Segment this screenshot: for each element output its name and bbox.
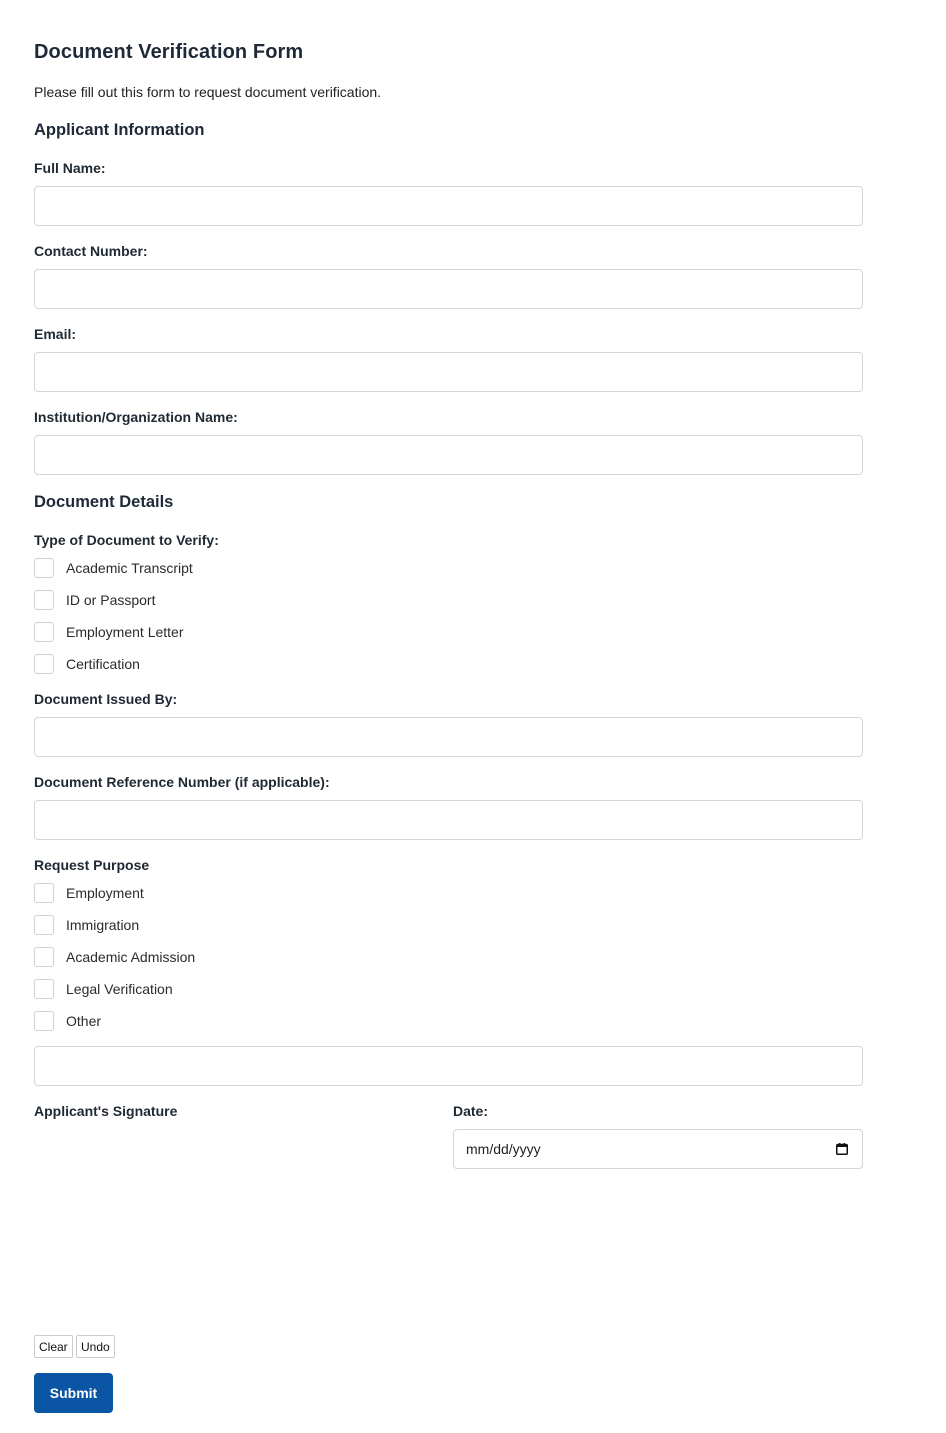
- email-input[interactable]: [34, 352, 863, 392]
- issued-by-label: Document Issued By:: [34, 691, 178, 707]
- academic-transcript-checkbox[interactable]: [34, 558, 54, 578]
- purpose-option: [34, 882, 144, 904]
- contact-number-label: Contact Number:: [34, 243, 148, 259]
- purpose-option: [34, 914, 139, 936]
- applicant-section-heading: Applicant Information: [34, 121, 205, 139]
- certification-checkbox[interactable]: [34, 654, 54, 674]
- employment-checkbox[interactable]: [34, 883, 54, 903]
- full-name-label: Full Name:: [34, 160, 106, 176]
- id-passport-label: ID or Passport: [66, 592, 156, 608]
- purpose-option: [34, 978, 173, 1000]
- other-purpose-input[interactable]: [34, 1046, 863, 1086]
- id-passport-checkbox[interactable]: [34, 590, 54, 610]
- date-input[interactable]: [453, 1129, 863, 1169]
- academic-admission-label: Academic Admission: [66, 949, 196, 965]
- legal-verification-label: Legal Verification: [66, 981, 173, 997]
- purpose-option: [34, 946, 195, 968]
- other-label: Other: [66, 1013, 102, 1029]
- document-type-label: Type of Document to Verify:: [34, 532, 219, 548]
- signature-label: Applicant's Signature: [34, 1103, 178, 1119]
- contact-number-input[interactable]: [34, 269, 863, 309]
- institution-input[interactable]: [34, 435, 863, 475]
- immigration-label: Immigration: [66, 917, 140, 933]
- purpose-option: [34, 1010, 101, 1032]
- reference-number-input[interactable]: [34, 800, 863, 840]
- employment-letter-checkbox[interactable]: [34, 622, 54, 642]
- calendar-icon[interactable]: [836, 1143, 848, 1155]
- document-type-option: [34, 589, 155, 611]
- academic-admission-checkbox[interactable]: [34, 947, 54, 967]
- date-label: Date:: [453, 1103, 489, 1119]
- document-type-option: [34, 621, 184, 643]
- issued-by-input[interactable]: [34, 717, 863, 757]
- clear-signature-button[interactable]: Clear: [34, 1335, 73, 1358]
- document-type-option: [34, 653, 140, 675]
- document-type-option: [34, 557, 193, 579]
- academic-transcript-label: Academic Transcript: [66, 560, 193, 576]
- request-purpose-label: Request Purpose: [34, 857, 150, 873]
- immigration-checkbox[interactable]: [34, 915, 54, 935]
- signature-pad[interactable]: [34, 1130, 434, 1326]
- undo-signature-button[interactable]: Undo: [76, 1335, 115, 1358]
- form-intro: Please fill out this form to request document verification.: [34, 84, 382, 100]
- full-name-input[interactable]: [34, 186, 863, 226]
- date-placeholder: mm/dd/yyyy: [466, 1141, 541, 1157]
- reference-number-label: Document Reference Number (if applicable):: [34, 774, 330, 790]
- legal-verification-checkbox[interactable]: [34, 979, 54, 999]
- document-section-heading: Document Details: [34, 493, 174, 511]
- certification-label: Certification: [66, 656, 140, 672]
- institution-label: Institution/Organization Name:: [34, 409, 238, 425]
- other-checkbox[interactable]: [34, 1011, 54, 1031]
- employment-label: Employment: [66, 885, 144, 901]
- employment-letter-label: Employment Letter: [66, 624, 184, 640]
- submit-button[interactable]: Submit: [34, 1373, 113, 1413]
- page-title: Document Verification Form: [34, 41, 304, 63]
- email-label: Email:: [34, 326, 77, 342]
